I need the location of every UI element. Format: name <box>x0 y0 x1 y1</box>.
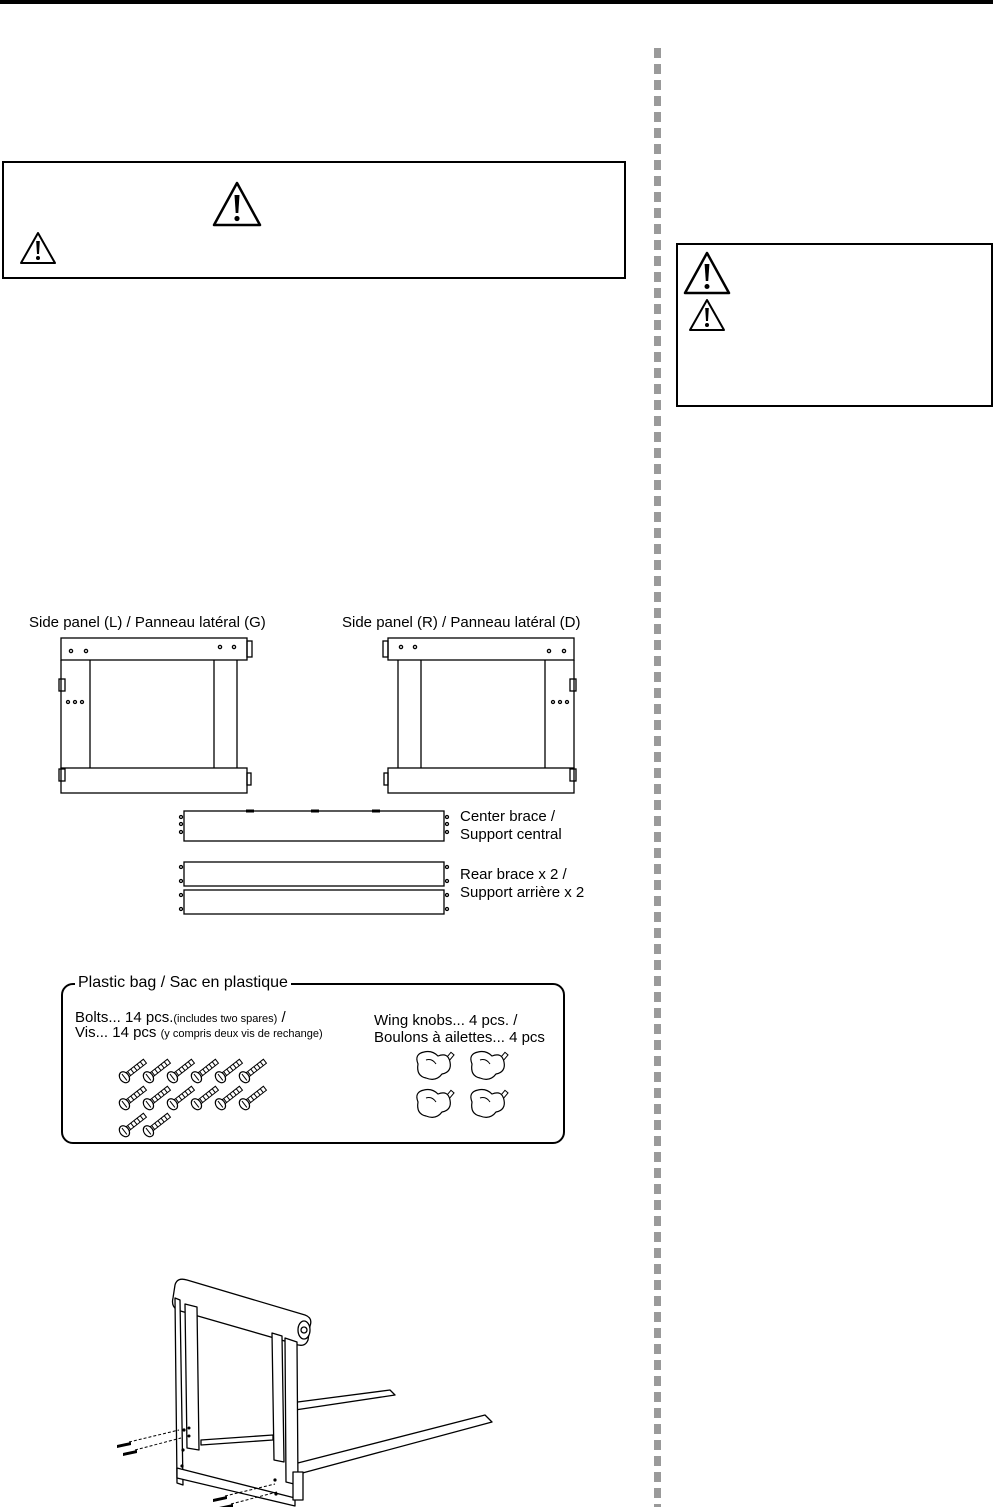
bolt-icon <box>117 1083 148 1111</box>
warning-triangle-icon <box>683 251 731 295</box>
bolt-icon <box>117 1110 148 1138</box>
center-brace-label-en: Center brace / <box>460 808 556 825</box>
wing-knob-icon <box>471 1052 508 1080</box>
bolts-count-fr: Vis... 14 pcs <box>75 1024 157 1041</box>
bolt-icon <box>213 1056 244 1084</box>
bolt-icon <box>237 1083 268 1111</box>
wing-knob-icon <box>471 1090 508 1118</box>
rear-brace-label-fr: Support arrière x 2 <box>460 884 585 901</box>
bolts-count-en: Bolts... 14 pcs. <box>75 1009 174 1026</box>
knobs-label-fr: Boulons à ailettes... 4 pcs <box>374 1029 545 1046</box>
bolt-icon <box>189 1083 220 1111</box>
center-brace-drawing <box>176 806 451 846</box>
bolt-icon <box>141 1056 172 1084</box>
knobs-label-en: Wing knobs... 4 pcs. / <box>374 1012 518 1029</box>
bolt-icon <box>237 1056 268 1084</box>
side-panel-right-drawing <box>375 635 585 795</box>
wing-knob-icon <box>417 1090 454 1118</box>
bolt-icon <box>165 1083 196 1111</box>
bolt-icon <box>189 1056 220 1084</box>
center-brace-label-fr: Support central <box>460 826 562 843</box>
rear-brace-drawing <box>176 858 451 918</box>
warning-triangle-icon <box>688 298 726 332</box>
bolts-note-en: (includes two spares) <box>173 1013 278 1025</box>
bolt-icon <box>141 1110 172 1138</box>
bolt-icon <box>165 1056 196 1084</box>
top-rule <box>0 0 993 4</box>
plastic-bag-title: Plastic bag / Sac en plastique <box>75 974 291 992</box>
bolt-icon <box>141 1083 172 1111</box>
side-panel-right-label: Side panel (R) / Panneau latéral (D) <box>342 614 581 631</box>
side-panel-left-label: Side panel (L) / Panneau latéral (G) <box>29 614 266 631</box>
caution-box-left <box>2 161 626 279</box>
wing-knob-icon <box>417 1052 454 1080</box>
rear-brace-label-en: Rear brace x 2 / <box>460 866 567 883</box>
bolt-icon <box>117 1056 148 1084</box>
bolts-illustration <box>112 1050 292 1142</box>
assembly-illustration <box>105 1270 505 1507</box>
bolts-note-fr: (y compris deux vis de rechange) <box>160 1028 323 1040</box>
warning-triangle-icon <box>19 231 57 265</box>
bolts-label-fr <box>75 1024 323 1043</box>
column-divider <box>654 48 661 1507</box>
side-panel-left-drawing <box>50 635 260 795</box>
bolts-separator: / <box>277 1009 286 1026</box>
wing-knobs-illustration <box>410 1048 520 1128</box>
bolt-icon <box>213 1083 244 1111</box>
warning-triangle-icon <box>212 181 262 227</box>
caution-box-right <box>676 243 993 407</box>
